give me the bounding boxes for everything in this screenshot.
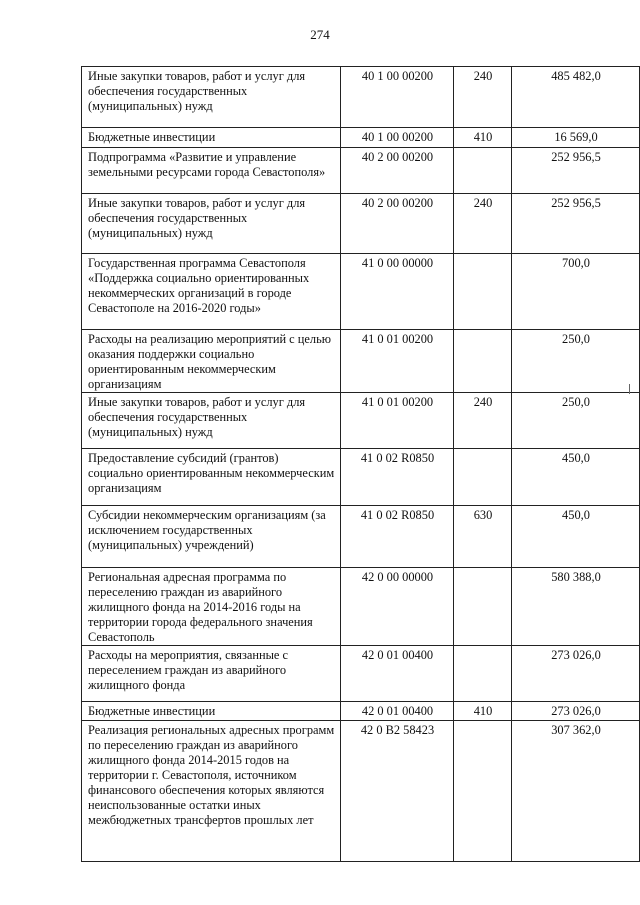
row-name: Бюджетные инвестиции — [82, 128, 341, 148]
table-row — [82, 702, 640, 721]
row-code: 42 0 01 00400 — [341, 702, 454, 721]
table-row — [82, 128, 640, 148]
row-name: Расходы на реализацию мероприятий с целью оказания поддержки социально ориентированным некоммерческим организациям — [82, 330, 341, 393]
row-name: Расходы на мероприятия, связанные с переселением граждан из аварийного жилищного фонда — [82, 646, 341, 702]
row-type: 240 — [454, 194, 512, 254]
table-row — [82, 449, 640, 506]
row-code: 42 0 00 00000 — [341, 568, 454, 646]
row-name: Иные закупки товаров, работ и услуг для обеспечения государственных (муниципальных) нужд — [82, 393, 341, 449]
row-type: 630 — [454, 506, 512, 568]
table-row — [82, 506, 640, 568]
table-row — [82, 194, 640, 254]
row-sum: 273 026,0 — [512, 702, 640, 721]
row-name: Реализация региональных адресных программ по переселению граждан из аварийного жилищного фонда 2014-2015 годов на территории г. Севастополя, источником финансового обеспечения которых являются неиспользованные остатки иных межбюджетных трансфертов прошлых лет — [82, 721, 341, 862]
row-type — [454, 721, 512, 862]
row-code: 41 0 02 R0850 — [341, 506, 454, 568]
table-row — [82, 254, 640, 330]
row-code: 42 0 01 00400 — [341, 646, 454, 702]
row-code: 40 2 00 00200 — [341, 148, 454, 194]
row-type: 410 — [454, 702, 512, 721]
table-row — [82, 393, 640, 449]
row-name: Иные закупки товаров, работ и услуг для обеспечения государственных (муниципальных) нужд — [82, 67, 341, 128]
row-type — [454, 148, 512, 194]
row-sum: 450,0 — [512, 506, 640, 568]
row-sum: 580 388,0 — [512, 568, 640, 646]
row-sum: 250,0 — [512, 393, 640, 449]
row-sum: 307 362,0 — [512, 721, 640, 862]
row-type — [454, 330, 512, 393]
scan-edge-mark — [629, 384, 630, 394]
table-row — [82, 67, 640, 128]
table-row — [82, 330, 640, 393]
row-sum: 252 956,5 — [512, 194, 640, 254]
row-code: 42 0 B2 58423 — [341, 721, 454, 862]
row-sum: 450,0 — [512, 449, 640, 506]
row-code: 40 1 00 00200 — [341, 67, 454, 128]
row-sum: 252 956,5 — [512, 148, 640, 194]
row-type — [454, 568, 512, 646]
row-code: 41 0 01 00200 — [341, 330, 454, 393]
table-row — [82, 568, 640, 646]
row-sum: 16 569,0 — [512, 128, 640, 148]
row-sum: 273 026,0 — [512, 646, 640, 702]
table-row — [82, 721, 640, 862]
row-type: 240 — [454, 67, 512, 128]
row-type: 240 — [454, 393, 512, 449]
row-type — [454, 449, 512, 506]
row-name: Субсидии некоммерческим организациям (за исключением государственных (муниципальных) учреждений) — [82, 506, 341, 568]
table-row — [82, 646, 640, 702]
row-type — [454, 646, 512, 702]
row-type: 410 — [454, 128, 512, 148]
page-number: 274 — [310, 27, 330, 42]
row-type — [454, 254, 512, 330]
row-name: Региональная адресная программа по переселению граждан из аварийного жилищного фонда на 2014-2016 годы на территории города федерального значения Севастополь — [82, 568, 341, 646]
row-name: Бюджетные инвестиции — [82, 702, 341, 721]
row-code: 41 0 00 00000 — [341, 254, 454, 330]
row-code: 40 2 00 00200 — [341, 194, 454, 254]
row-sum: 250,0 — [512, 330, 640, 393]
row-name: Подпрограмма «Развитие и управление земельными ресурсами города Севастополя» — [82, 148, 341, 194]
row-name: Государственная программа Севастополя «Поддержка социально ориентированных некоммерческих организаций в городе Севастополе на 2016-2020 годы» — [82, 254, 341, 330]
budget-table — [81, 66, 640, 862]
row-code: 41 0 01 00200 — [341, 393, 454, 449]
row-code: 41 0 02 R0850 — [341, 449, 454, 506]
row-name: Предоставление субсидий (грантов) социально ориентированным некоммерческим организациям — [82, 449, 341, 506]
row-sum: 485 482,0 — [512, 67, 640, 128]
row-name: Иные закупки товаров, работ и услуг для обеспечения государственных (муниципальных) нужд — [82, 194, 341, 254]
table-row — [82, 148, 640, 194]
row-sum: 700,0 — [512, 254, 640, 330]
row-code: 40 1 00 00200 — [341, 128, 454, 148]
